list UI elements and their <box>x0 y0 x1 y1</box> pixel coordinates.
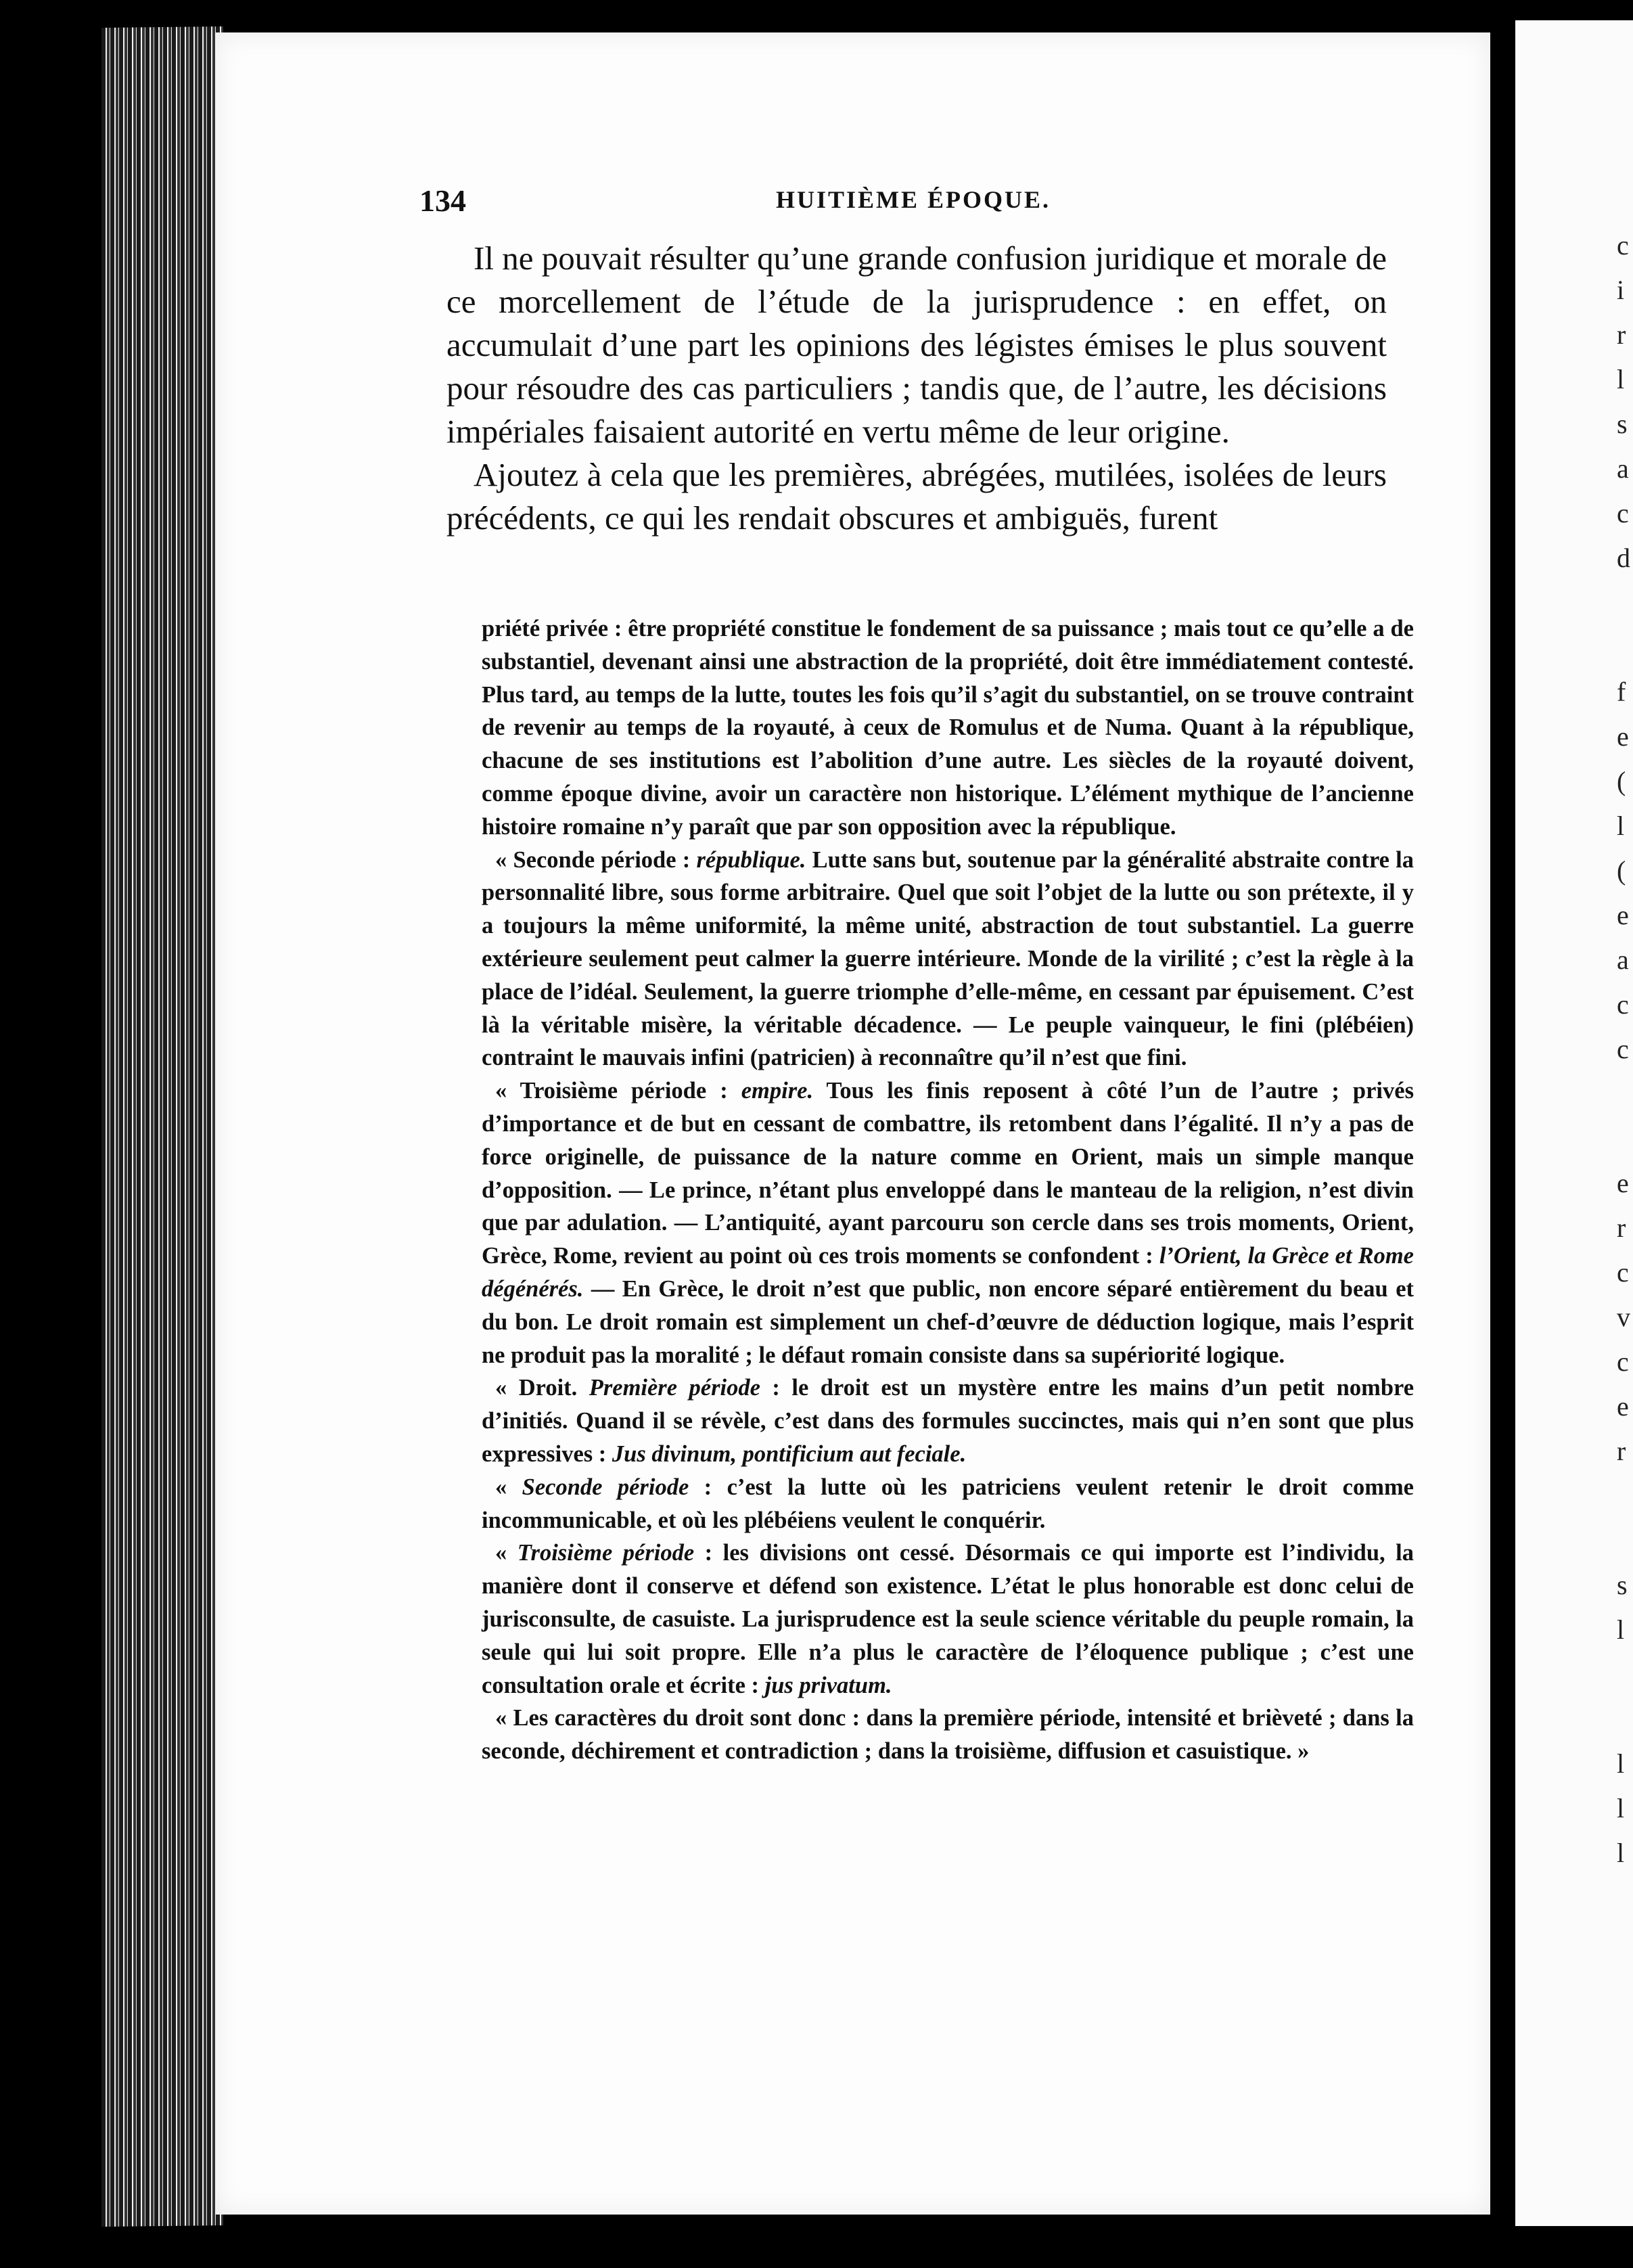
facing-page-fragments: c i r l s a c d f e ( l ( e a c c e r c v c e r s l l l l <box>1617 230 1630 1868</box>
page-edges <box>101 26 223 2227</box>
chapter-title: HUITIÈME ÉPOQUE. <box>775 186 1051 213</box>
facing-page-edge <box>1515 20 1633 2226</box>
note-paragraph: « Droit. Première période : le droit est un mystère entre les mains d’un petit nombre d’initiés. Quand il se révèle, c’est dans des formules succinctes, mais qui n’en sont que plus expressives : Jus divinum, pontificium aut feciale. <box>482 1375 1414 1467</box>
main-text <box>446 237 1387 540</box>
note-paragraph: « Troisième période : empire. Tous les finis reposent à côté l’un de l’autre ; privés d’importance et de but en cessant de combattre, ils retombent dans l’égalité. Il n’y a pas de force originelle, de puissance de la nature comme en Orient, mais un simple manque d’opposition. — Le prince, n’étant plus enveloppé dans le manteau de la religion, n’est divin que par adulation. — L’antiquité, ayant parcouru son cercle dans ses trois moments, Orient, Grèce, Rome, revient au point où ces trois moments se confondent : l’Orient, la Grèce et Rome dégénérés. — En Grèce, le droit n’est que public, non encore séparé entièrement du beau et du bon. Le droit romain est simplement un chef-d’œuvre de déduction logique, mais l’esprit ne produit pas la moralité ; le défaut romain consiste dans sa supériorité logique. <box>482 1078 1414 1368</box>
running-head <box>216 183 1394 223</box>
note-paragraph: priété privée : être propriété constitue le fondement de sa puissance ; mais tout ce qu’elle a de substantiel, devenant ainsi une abstraction de la propriété, doit être immédiatement contesté. Plus tard, au temps de la lutte, toutes les fois qu’il s’agit du substantiel, on se trouve contraint de revenir au temps de la royauté, à ceux de Romulus et de Numa. Quant à la république, chacune de ses institutions est l’abolition d’une autre. Les siècles de la royauté doivent, comme époque divine, avoir un caractère non historique. L’élément mythique de l’ancienne histoire romaine n’y paraît que par son opposition avec la république. <box>482 616 1414 840</box>
note-paragraph: « Les caractères du droit sont donc : dans la première période, intensité et brièveté ; dans la seconde, déchirement et contradiction ; dans la troisième, diffusion et casuistique. » <box>482 1705 1414 1765</box>
note-paragraph: « Seconde période : c’est la lutte où les patriciens veulent retenir le droit comme incommunicable, et où les plébéiens veulent le conquérir. <box>482 1474 1414 1533</box>
footnote-block <box>482 612 1414 1768</box>
main-paragraph: Ajoutez à cela que les premières, abrégées, mutilées, isolées de leurs précédents, ce qui les rendait obscures et ambiguës, furent <box>446 456 1387 537</box>
main-paragraph: Il ne pouvait résulter qu’une grande confusion juridique et morale de ce morcellement de l’étude de la jurisprudence : en effet, on accumulait d’une part les opinions des légistes émises le plus souvent pour résoudre des cas particuliers ; tandis que, de l’autre, les décisions impériales faisaient autorité en vertu même de leur origine. <box>446 240 1387 450</box>
note-paragraph: « Troisième période : les divisions ont cessé. Désormais ce qui importe est l’individu, la manière dont il conserve et défend son existence. L’état le plus honorable est donc celui de jurisconsulte, de casuiste. La jurisprudence est la seule science véritable du peuple romain, la seule qui lui soit propre. Elle n’a plus le caractère de l’éloquence publique ; c’est une consultation orale et écrite : jus privatum. <box>482 1540 1414 1698</box>
note-paragraph: « Seconde période : république. Lutte sans but, soutenue par la généralité abstraite contre la personnalité libre, sous forme arbitraire. Quel que soit l’objet de la lutte ou son prétexte, il y a toujours la même uniformité, la même unité, abstraction de tout substantiel. La guerre extérieure seulement peut calmer la guerre intérieure. Monde de la virilité ; c’est la règle à la place de l’idéal. Seulement, la guerre triomphe d’elle-même, en cessant par épuisement. C’est là la véritable misère, la véritable décadence. — Le peuple vainqueur, le fini (plébéien) contraint le mauvais infini (patricien) à reconnaître qu’il n’est que fini. <box>482 846 1414 1071</box>
page-number: 134 <box>419 183 466 218</box>
